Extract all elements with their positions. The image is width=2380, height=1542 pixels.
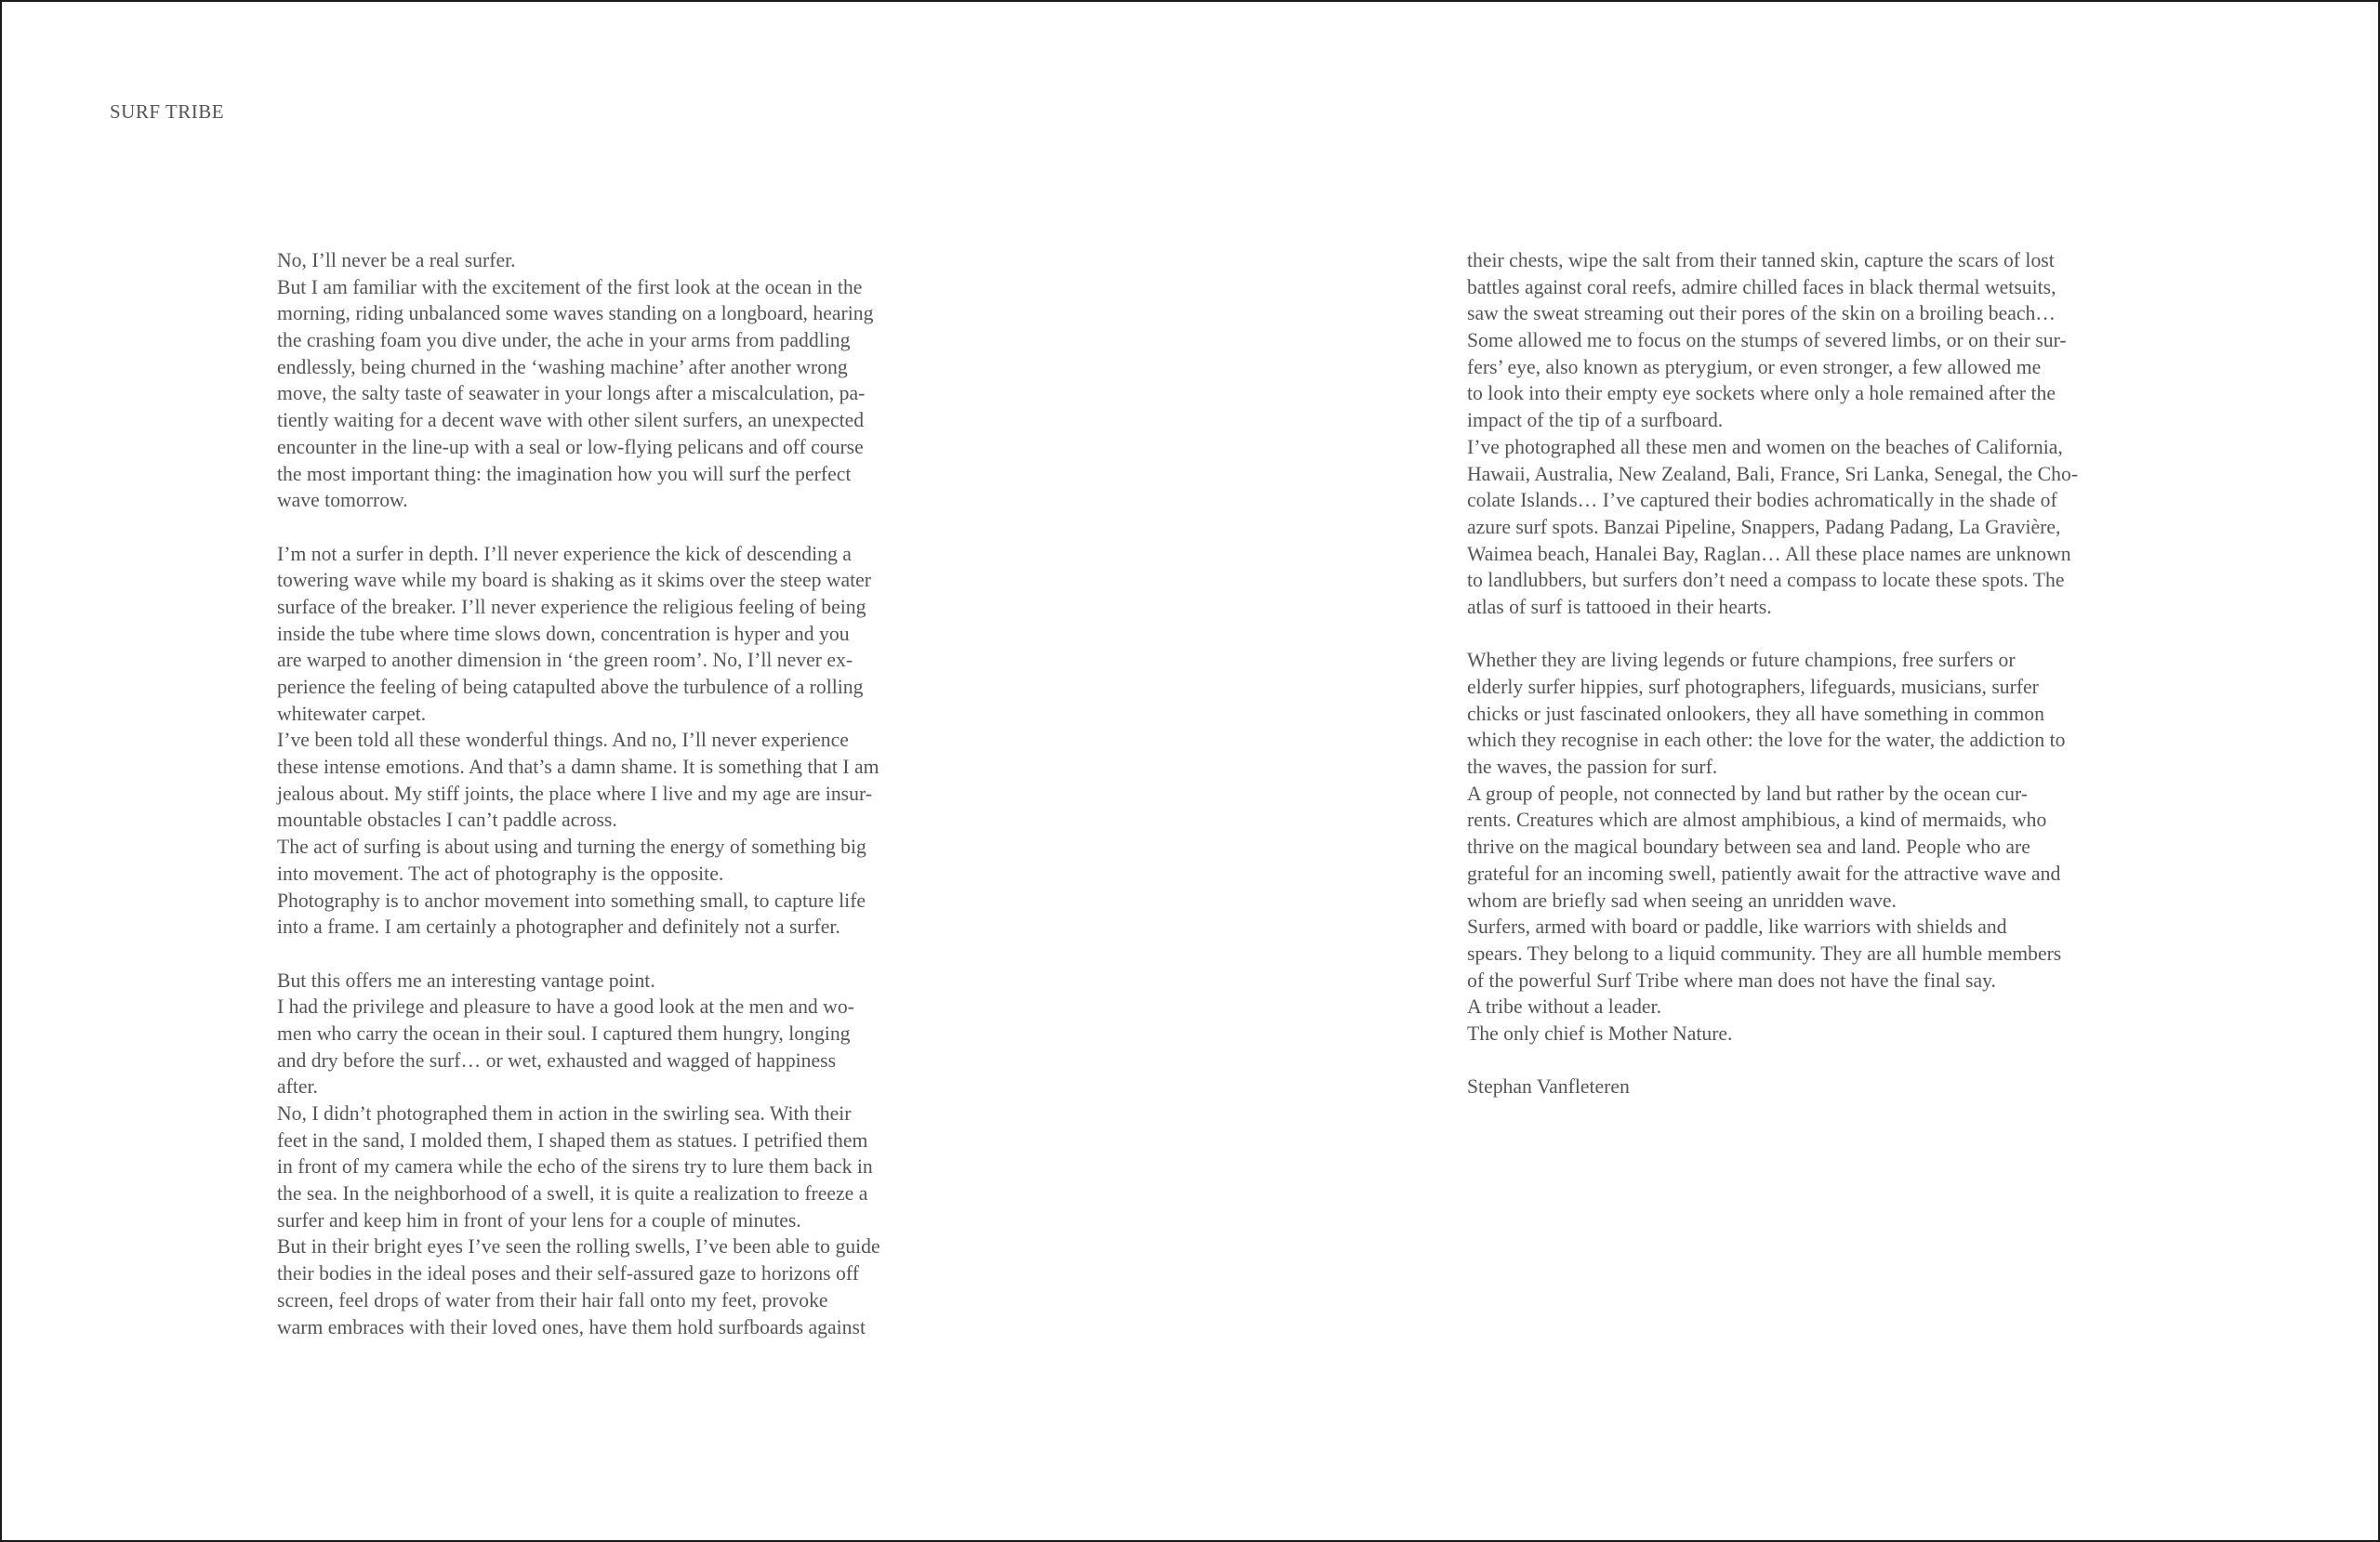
text-line: I had the privilege and pleasure to have a good look at the men and wo- bbox=[277, 995, 854, 1019]
text-line: their bodies in the ideal poses and their self-assured gaze to horizons off bbox=[277, 1262, 859, 1285]
text-line: after. bbox=[277, 1075, 318, 1099]
text-line: to landlubbers, but surfers don’t need a compass to locate these spots. The bbox=[1467, 569, 2065, 592]
text-line: Hawaii, Australia, New Zealand, Bali, France, Sri Lanka, Senegal, the Cho- bbox=[1467, 462, 2079, 485]
text-line: rents. Creatures which are almost amphibious, a kind of mermaids, who bbox=[1467, 809, 2047, 832]
text-line: elderly surfer hippies, surf photographers, lifeguards, musicians, surfer bbox=[1467, 676, 2039, 698]
text-line: in front of my camera while the echo of the sirens try to lure them back in bbox=[277, 1155, 873, 1179]
text-line: towering wave while my board is shaking as it skims over the steep water bbox=[277, 569, 872, 592]
text-line: wave tomorrow. bbox=[277, 489, 408, 512]
text-line: the sea. In the neighborhood of a swell, it is quite a realization to freeze a bbox=[277, 1182, 868, 1206]
text-line: jealous about. My stiff joints, the place where I live and my age are insur- bbox=[277, 782, 872, 805]
text-line: But I am familiar with the excitement of the first look at the ocean in the bbox=[277, 275, 863, 298]
text-line: A tribe without a leader. bbox=[1467, 995, 1661, 1019]
text-line: Surfers, armed with board or paddle, like warriors with shields and bbox=[1467, 916, 2007, 939]
text-line: But in their bright eyes I’ve seen the rolling swells, I’ve been able to guide bbox=[277, 1235, 880, 1259]
text-line: Some allowed me to focus on the stumps of severed limbs, or on their sur- bbox=[1467, 329, 2067, 352]
text-line: whitewater carpet. bbox=[277, 702, 427, 725]
text-line: morning, riding unbalanced some waves standing on a longboard, hearing bbox=[277, 302, 874, 325]
text-line: I’m not a surfer in depth. I’ll never experience the kick of descending a bbox=[277, 542, 852, 565]
text-line: spears. They belong to a liquid community. They are all humble members bbox=[1467, 942, 2062, 965]
paragraph bbox=[1467, 647, 2136, 1047]
text-line: But this offers me an interesting vantage point. bbox=[277, 969, 655, 992]
text-line: endlessly, being churned in the ‘washing machine’ after another wrong bbox=[277, 355, 848, 378]
text-line: colate Islands… I’ve captured their bodies achromatically in the shade of bbox=[1467, 489, 2057, 512]
text-line: The only chief is Mother Nature. bbox=[1467, 1021, 1733, 1045]
text-line: Whether they are living legends or future champions, free surfers or bbox=[1467, 649, 2016, 672]
right-page-text bbox=[1467, 247, 2136, 1100]
text-line: A group of people, not connected by land but rather by the ocean cur- bbox=[1467, 782, 2028, 805]
text-line: The act of surfing is about using and turning the energy of something big bbox=[277, 836, 866, 859]
text-line: perience the feeling of being catapulted above the turbulence of a rolling bbox=[277, 676, 864, 698]
text-line: the crashing foam you dive under, the ache in your arms from paddling bbox=[277, 329, 851, 352]
text-line: which they recognise in each other: the love for the water, the addiction to bbox=[1467, 729, 2066, 752]
text-line: screen, feel drops of water from their hair fall onto my feet, provoke bbox=[277, 1288, 828, 1311]
paragraph-gap bbox=[1467, 1048, 2136, 1074]
text-line: atlas of surf is tattooed in their hearts. bbox=[1467, 595, 1772, 618]
text-line: I’ve been told all these wonderful things. And no, I’ll never experience bbox=[277, 729, 849, 752]
text-line: battles against coral reefs, admire chilled faces in black thermal wetsuits, bbox=[1467, 275, 2056, 298]
text-line: whom are briefly sad when seeing an unridden wave. bbox=[1467, 889, 1897, 912]
paragraph bbox=[277, 968, 946, 1341]
text-line: I’ve photographed all these men and women on the beaches of California, bbox=[1467, 435, 2063, 458]
text-line: move, the salty taste of seawater in your longs after a miscalculation, pa- bbox=[277, 382, 866, 405]
left-page-text bbox=[277, 247, 946, 1340]
text-line: surfer and keep him in front of your lens for a couple of minutes. bbox=[277, 1208, 801, 1232]
text-line: into movement. The act of photography is the opposite. bbox=[277, 862, 724, 885]
text-line: fers’ eye, also known as pterygium, or even stronger, a few allowed me bbox=[1467, 355, 2042, 378]
paragraph-gap bbox=[277, 941, 946, 968]
text-line: Photography is to anchor movement into something small, to capture life bbox=[277, 889, 866, 912]
text-line: No, I didn’t photographed them in action in the swirling sea. With their bbox=[277, 1102, 852, 1125]
text-line: thrive on the magical boundary between sea and land. People who are bbox=[1467, 836, 2030, 859]
text-line: and dry before the surf… or wet, exhausted and wagged of happiness bbox=[277, 1048, 837, 1072]
text-line: of the powerful Surf Tribe where man does not have the final say. bbox=[1467, 969, 1996, 992]
text-line: Waimea beach, Hanalei Bay, Raglan… All these place names are unknown bbox=[1467, 542, 2071, 565]
text-line: surface of the breaker. I’ll never experience the religious feeling of being bbox=[277, 595, 866, 618]
paragraph bbox=[1467, 1074, 2136, 1100]
text-line: are warped to another dimension in ‘the green room’. No, I’ll never ex- bbox=[277, 649, 853, 672]
running-header: SURF TRIBE bbox=[110, 100, 225, 123]
text-line: inside the tube where time slows down, concentration is hyper and you bbox=[277, 622, 850, 645]
text-line: these intense emotions. And that’s a damn shame. It is something that I am bbox=[277, 756, 879, 779]
paragraph bbox=[277, 541, 946, 941]
text-line: impact of the tip of a surfboard. bbox=[1467, 409, 1724, 432]
text-line: Stephan Vanfleteren bbox=[1467, 1075, 1630, 1099]
paragraph-gap bbox=[277, 514, 946, 541]
text-line: mountable obstacles I can’t paddle across. bbox=[277, 809, 617, 832]
text-line: tiently waiting for a decent wave with other silent surfers, an unexpected bbox=[277, 409, 865, 432]
text-line: their chests, wipe the salt from their tanned skin, capture the scars of lost bbox=[1467, 249, 2055, 271]
paragraph bbox=[1467, 247, 2136, 621]
text-line: encounter in the line-up with a seal or low-flying pelicans and off course bbox=[277, 435, 864, 458]
paragraph bbox=[277, 247, 946, 514]
text-line: saw the sweat streaming out their pores of the skin on a broiling beach… bbox=[1467, 302, 2056, 325]
text-line: the most important thing: the imagination how you will surf the perfect bbox=[277, 462, 852, 485]
text-line: into a frame. I am certainly a photographer and definitely not a surfer. bbox=[277, 916, 840, 939]
text-line: feet in the sand, I molded them, I shaped them as statues. I petrified them bbox=[277, 1128, 868, 1152]
text-line: grateful for an incoming swell, patiently await for the attractive wave and bbox=[1467, 862, 2061, 885]
text-line: azure surf spots. Banzai Pipeline, Snappers, Padang Padang, La Gravière, bbox=[1467, 515, 2061, 538]
text-line: to look into their empty eye sockets where only a hole remained after the bbox=[1467, 382, 2056, 405]
text-line: the waves, the passion for surf. bbox=[1467, 756, 1718, 779]
text-line: No, I’ll never be a real surfer. bbox=[277, 249, 516, 271]
paragraph-gap bbox=[1467, 621, 2136, 648]
text-line: warm embraces with their loved ones, have them hold surfboards against bbox=[277, 1315, 866, 1338]
text-line: chicks or just fascinated onlookers, they all have something in common bbox=[1467, 702, 2044, 725]
text-line: men who carry the ocean in their soul. I captured them hungry, longing bbox=[277, 1021, 851, 1045]
